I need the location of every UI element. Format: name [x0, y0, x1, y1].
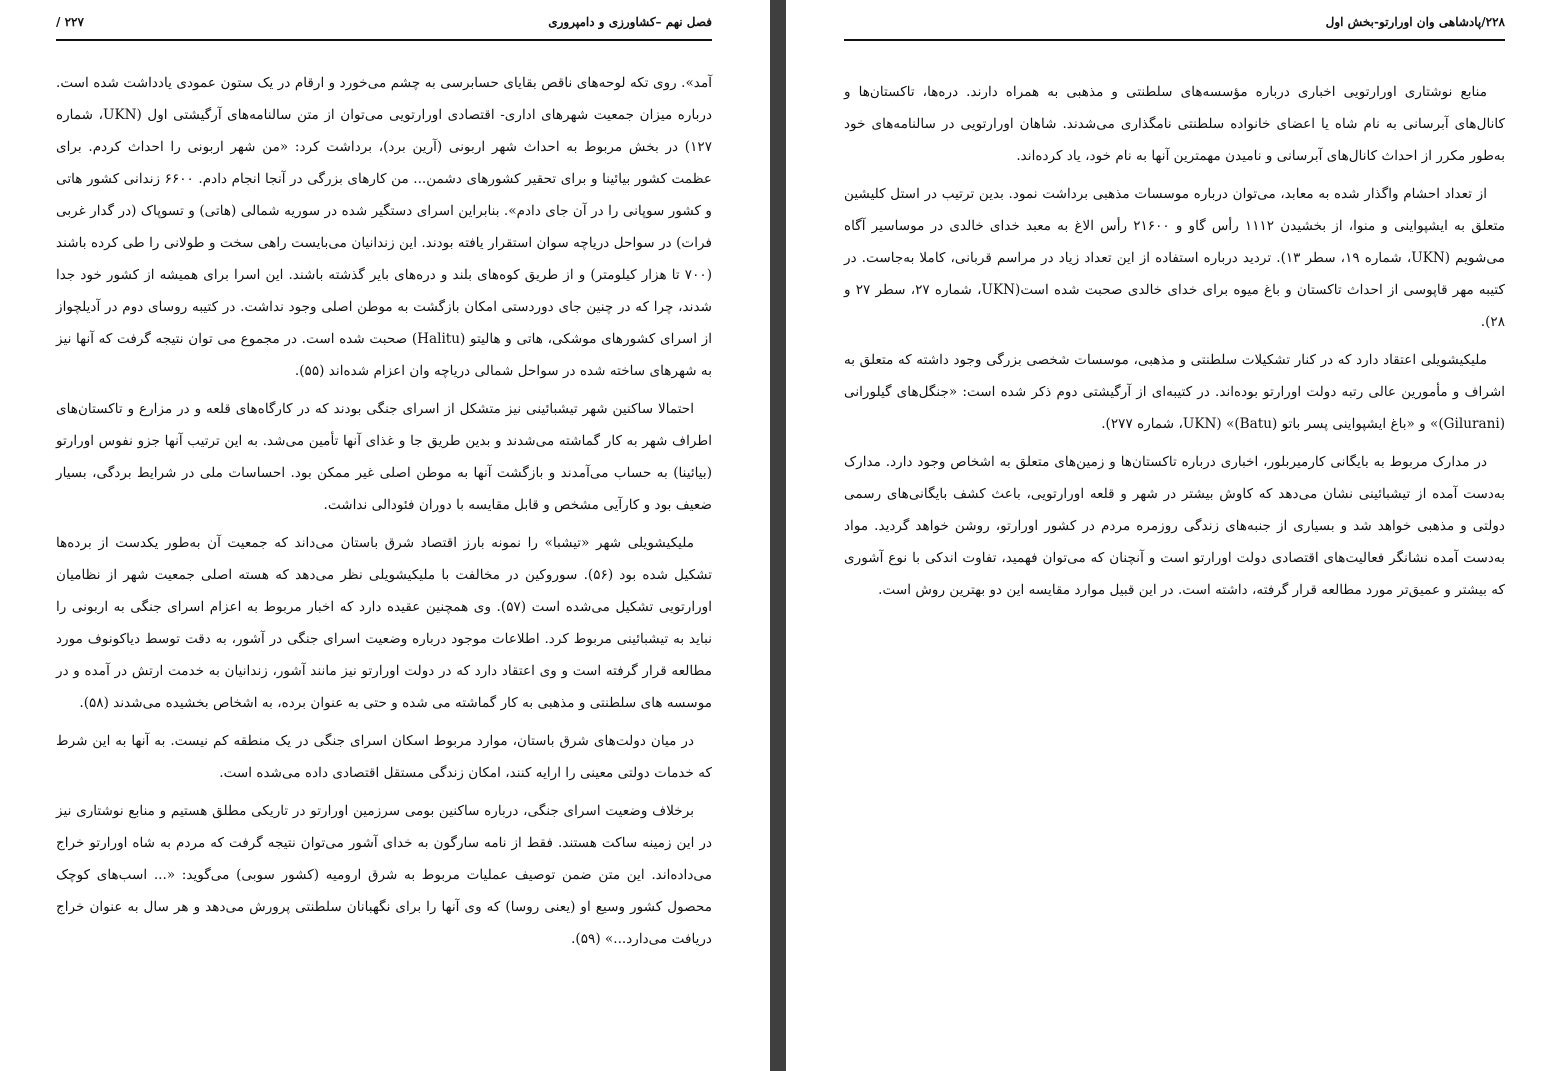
chapter-title: فصل نهم –کشاورزی و دامپروری	[548, 15, 712, 29]
running-header	[844, 12, 1505, 38]
paragraph: آمد». روی تکه لوحه‌های ناقص بقایای حسابرسی به چشم می‌خورد و ارقام در یک ستون عمودی یادداشت شده است. درباره میزان جمعیت شهرهای اداری- اقتصادی اورارتویی می‌توان از متن سالنامه‌های آرگیشتی اول (UKN، شماره ۱۲۷) در بخش مربوط به احداث شهر اربونی (آرین برد)، برداشت کرد: «من شهر اربونی را احداث کردم. برای عظمت کشور بیائینا و برای تحقیر کشورهای دشمن... من کارهای بزرگی در آنجا انجام دادم. ۶۶۰۰ زندانی کشور هاتی و کشور سوپانی را در آن جای دادم». بنابراین اسرای دستگیر شده در سوریه شمالی (هاتی) و تسوپاک (در گدار غربی فرات) در سواحل دریاچه سوان استقرار یافته بودند. این زندانیان می‌بایست راهی سخت و طولانی را طی کرده باشند (۷۰۰ تا هزار کیلومتر) و از طریق کوه‌های بلند و دره‌های بایر گذشته باشند. این اسرا برای همیشه از کشور خود جدا شدند، چرا که در چنین جای دوردستی امکان بازگشت به موطن اصلی وجود نداشت. در کتیبه روسای دوم در آدیلچواز از اسرای کشورهای موشکی، هاتی و هالیتو (Halitu) صحبت شده است. در مجموع می توان نتیجه گرفت که آنها نیز به شهرهای ساخته شده در سواحل شمالی دریاچه وان اعزام شده‌اند (۵۵).	[56, 75, 713, 379]
book-gutter	[770, 0, 786, 1071]
paragraph: برخلاف وضعیت اسرای جنگی، درباره ساکنین بومی سرزمین اورارتو در تاریکی مطلق هستیم و منابع نوشتاری نیز در این زمینه ساکت هستند. فقط از نامه سارگون به خدای آشور می‌توان نتیجه گرفت که مردم به شاه اورارتو خراج می‌داده‌اند. این متن ضمن توصیف عملیات مربوط به شرق ارومیه (کشور سوبی) می‌گوید: «... اسب‌های کوچک محصول کشور وسیع او (یعنی روسا) که وی آنها را برای نگهبانان سلطنتی پرورش می‌دهد و هر سال به عنوان خراج دریافت می‌دارد...» (۵۹).	[56, 803, 712, 947]
header-rule	[844, 39, 1505, 41]
paragraph: در مدارک مربوط به بایگانی کارمیربلور، اخباری درباره تاکستان‌ها و زمین‌های متعلق به اشخاص وجود دارد. مدارک به‌دست آمده از تیشبائینی نشان می‌دهد که کاوش بیشتر در شهر و قلعه اورارتویی، باعث کشف بایگانی‌های رسمی دولتی و مذهبی خواهد شد و بسیاری از جنبه‌های زندگی روزمره مردم در کشور اورارتو، روشن خواهد گردید. مواد به‌دست آمده نشانگر فعالیت‌های اقتصادی دولت اورارتو است و آنچنان که می‌توان فهمید، تفاوت اندکی با نوع آشوری که بیشتر و عمیق‌تر مورد مطالعه قرار گرفته، داشته است. در این قبیل موارد مقایسه این دو بهترین روش است.	[844, 454, 1505, 598]
paragraph: در میان دولت‌های شرق باستان، موارد مربوط اسکان اسرای جنگی در یک منطقه کم نیست. به آنها به این شرط که خدمات دولتی معینی را ارایه کنند، امکان زندگی مستقل اقتصادی داده می‌شده است.	[56, 733, 712, 781]
body-text	[56, 67, 712, 961]
paragraph: احتمالا ساکنین شهر تیشبائینی نیز متشکل از اسرای جنگی بودند که در کارگاه‌های قلعه و در مزارع و تاکستان‌های اطراف شهر به کار گماشته می‌شدند و بدین طریق جا و غذای آنها تأمین می‌شد. به این ترتیب آنها جزو نفوس اورارتو (بیائینا) به حساب می‌آمدند و بازگشت آنها به موطن اصلی غیر ممکن بود. احساسات ملی در شرایط بردگی، بسیار ضعیف بود و کارآیی مشخص و قابل مقایسه با دوران فئودالی نداشت.	[56, 401, 712, 513]
paragraph: منابع نوشتاری اورارتویی اخباری درباره مؤسسه‌های سلطنتی و مذهبی به همراه دارند. دره‌ها، تاکستان‌ها و کانال‌های آبرسانی به نام شاه یا اعضای خانواده سلطنتی نامگذاری می‌شدند. شاهان اورارتویی در سالنامه‌های خود به‌طور مکرر از احداث کانال‌های آبرسانی و نامیدن مهمترین آنها به نام خود، یاد کرده‌اند.	[844, 84, 1505, 164]
running-header	[56, 12, 712, 38]
page-number: ۲۲۷ /	[56, 15, 84, 29]
paragraph: از تعداد احشام واگذار شده به معابد، می‌توان درباره موسسات مذهبی برداشت نمود. بدین ترتیب در استل کلیشین متعلق به ایشپواینی و منوا، از بخشیدن ۱۱۱۲ رأس گاو و ۲۱۶۰۰ رأس الاغ به معبد خدای خالدی در موساسیر آگاه می‌شویم (UKN، شماره ۱۹، سطر ۱۳). تردید درباره استفاده از این تعداد زیاد در مراسم قربانی، کاملا به‌جاست. در کتیبه مهر قاپوسی از احداث تاکستان و باغ میوه برای خدای خالدی صحبت شده است(UKN، شماره ۲۷، سطر ۲۷ و ۲۸).	[844, 186, 1506, 330]
paragraph: ملیکیشویلی اعتقاد دارد که در کنار تشکیلات سلطنتی و مذهبی، موسسات شخصی بزرگی وجود داشته که متعلق به اشراف و مأمورین عالی رتبه دولت اورارتو بوده‌اند. در کتیبه‌ای از آرگیشتی دوم ذکر شده است: «جنگل‌های گیلورانی (Gilurani)» و «باغ ایشپواینی پسر باتو (Batu)» (UKN، شماره ۲۷۷).	[844, 352, 1505, 432]
header-rule	[56, 39, 712, 41]
right-page	[786, 0, 1559, 1071]
left-page	[0, 0, 770, 1071]
paragraph: ملیکیشویلی شهر «تیشبا» را نمونه بارز اقتصاد شرق باستان می‌داند که جمعیت آن به‌طور یکدست از برده‌ها تشکیل شده بود (۵۶). سوروکین در مخالفت با ملیکیشویلی نظر می‌دهد که هسته اصلی جمعیت شهر از نظامیان اورارتویی تشکیل می‌شده است (۵۷). وی همچنین عقیده دارد که اخبار مربوط به اعزام اسرای جنگی به اربونی را نباید به تیشبائینی مربوط کرد. اطلاعات موجود درباره وضعیت اسرای جنگی در آشور، به دقت توسط دیاکونوف مورد مطالعه قرار گرفته است و وی اعتقاد دارد که در دولت اورارتو نیز مانند آشور، زندانیان به خدمت ارتش در آمده و در موسسه های سلطنتی و مذهبی به کار گماشته می شده و حتی به عنوان برده، به اشخاص بخشیده می‌شدند (۵۸).	[56, 535, 713, 711]
body-text	[844, 76, 1505, 612]
page-number-and-title: ۲۲۸/پادشاهی وان اورارتو-بخش اول	[1325, 15, 1505, 29]
